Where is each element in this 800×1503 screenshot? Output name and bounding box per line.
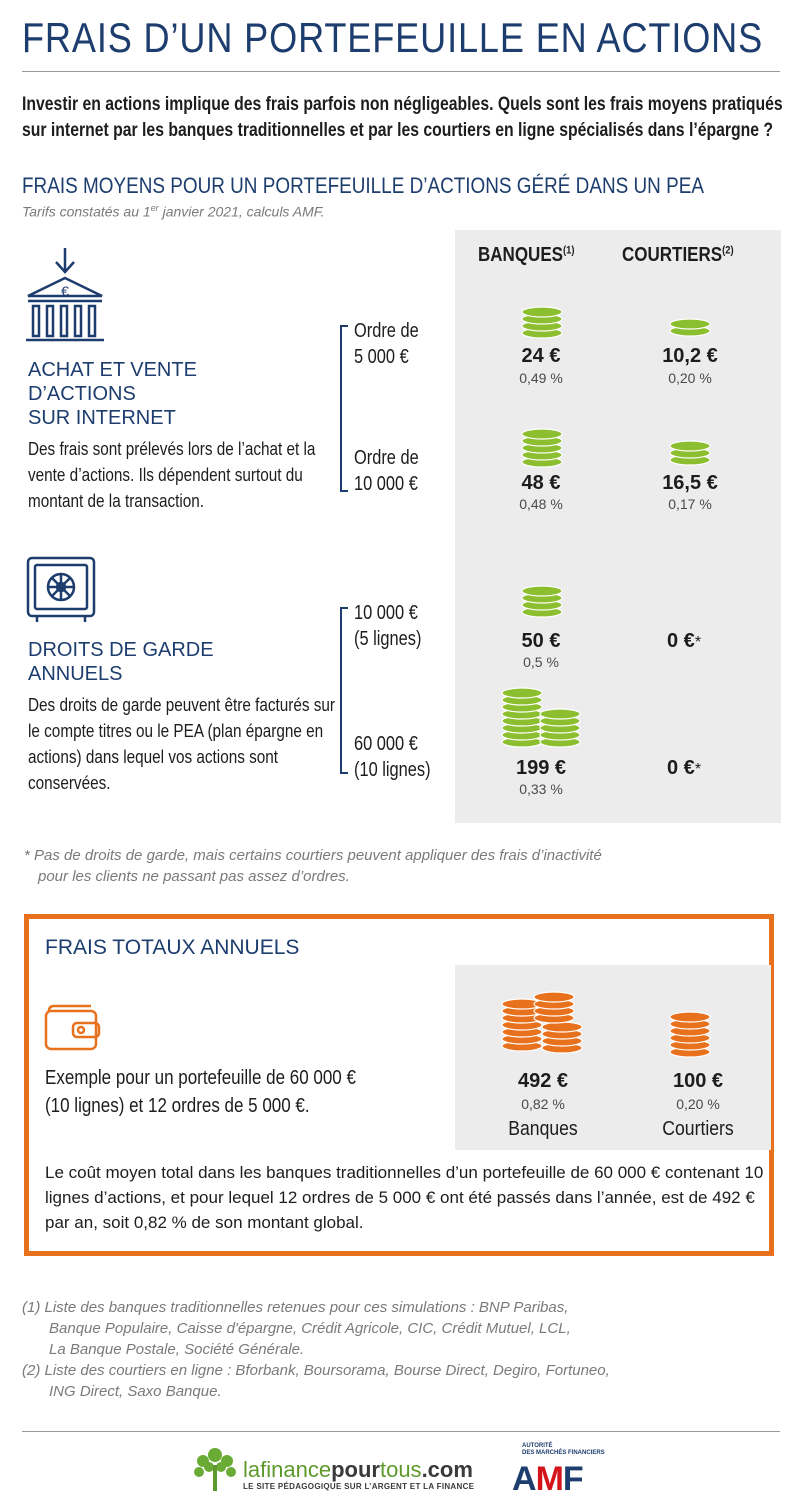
coin-stack-icon bbox=[500, 988, 586, 1056]
broker-custody-10000: 0 €* bbox=[667, 630, 702, 652]
tree-logo-icon bbox=[190, 1443, 240, 1493]
total-broker-amount: 100 € bbox=[672, 1070, 724, 1092]
inactivity-footnote: * Pas de droits de garde, mais certains courtiers peuvent appliquer des frais d’inactivité pour les clients ne passant pas assez d’ordres. bbox=[24, 847, 602, 885]
total-bank-label: Banques bbox=[508, 1118, 578, 1140]
coin-stack-icon bbox=[520, 425, 564, 468]
total-example: Exemple pour un portefeuille de 60 000 € (10 lignes) et 12 ordres de 5 000 €. bbox=[45, 1067, 356, 1117]
date-note: Tarifs constatés au 1er janvier 2021, calculs AMF. bbox=[22, 203, 325, 220]
coin-stack-icon bbox=[668, 437, 712, 467]
title-divider bbox=[22, 71, 780, 72]
custody-section-title: DROITS DE GARDE ANNUELS bbox=[28, 639, 214, 685]
coin-stack-icon bbox=[500, 686, 584, 750]
lafinancepourtous-logo[interactable]: lafinancepourtous.com bbox=[243, 1457, 473, 1482]
broker-pct-10000: 0,17 % bbox=[668, 496, 712, 512]
broker-fee-10000: 16,5 € bbox=[662, 472, 718, 494]
amf-logo[interactable]: AMF bbox=[512, 1460, 583, 1498]
column-header-brokers: COURTIERS$^{(2)}$ bbox=[622, 244, 734, 266]
total-summary: Le coût moyen total dans les banques traditionnelles d’un portefeuille de 60 000 € contenant 10 lignes d’actions, et pour lequel 12 ordres de 5 000 € ont été passés dans l’année, est de 492 € par an, soit 0,82 % de son montant global. bbox=[45, 1163, 764, 1232]
intro-text: Investir en actions implique des frais parfois non négligeables. Quels sont les frais moyens pratiqués sur internet par les banques traditionnelles et par les courtiers en ligne spécialisés dans l’épargne ? bbox=[22, 94, 783, 141]
bank-custody-60000: 199 € bbox=[515, 757, 567, 779]
bank-fee-5000: 24 € bbox=[521, 345, 561, 367]
custody-bracket bbox=[340, 607, 348, 774]
svg-text:€: € bbox=[61, 283, 69, 299]
custody-description: Des droits de garde peuvent être facturés sur le compte titres ou le PEA (plan épargne en actions) dans lequel vos actions sont conservées. bbox=[28, 695, 336, 793]
total-bank-amount: 492 € bbox=[517, 1070, 569, 1092]
row-label-order-5000: Ordre de 5 000 € bbox=[354, 320, 419, 368]
footer-divider bbox=[22, 1431, 780, 1432]
amf-full-name: AUTORITÉ DES MARCHÉS FINANCIERS bbox=[522, 1443, 605, 1456]
references: (1) Liste des banques traditionnelles retenues pour ces simulations : BNP Paribas, Banque Populaire, Caisse d'épargne, Crédit Agricole, CIC, Crédit Mutuel, LCL, La Banque Postale, Société Générale. (2) Liste des courtiers en ligne : Bforbank, Boursorama, Bourse Direct, Degiro, Fortuneo, ING Direct, Saxo Banque. bbox=[22, 1299, 610, 1400]
bank-custody-pct-10000: 0,5 % bbox=[523, 654, 559, 670]
section-subtitle: FRAIS MOYENS POUR UN PORTEFEUILLE D’ACTIONS GÉRÉ DANS UN PEA bbox=[22, 173, 704, 198]
coin-stack-icon bbox=[520, 582, 564, 618]
row-label-10000-5-lines: 10 000 € (5 lignes) bbox=[354, 602, 422, 650]
total-fees-title: FRAIS TOTAUX ANNUELS bbox=[45, 936, 300, 959]
safe-icon bbox=[25, 555, 97, 625]
wallet-icon bbox=[43, 1003, 103, 1053]
total-broker-pct: 0,20 % bbox=[676, 1096, 720, 1112]
total-broker-label: Courtiers bbox=[662, 1118, 734, 1140]
trading-section-title: ACHAT ET VENTE D’ACTIONS SUR INTERNET bbox=[28, 359, 197, 429]
broker-fee-5000: 10,2 € bbox=[662, 345, 718, 367]
bank-custody-10000: 50 € bbox=[521, 630, 561, 652]
trading-bracket bbox=[340, 325, 348, 492]
column-header-banks: BANQUES$^{(1)}$ bbox=[478, 244, 575, 266]
row-label-60000-10-lines: 60 000 € (10 lignes) bbox=[354, 733, 431, 781]
broker-pct-5000: 0,20 % bbox=[668, 370, 712, 386]
bank-pct-10000: 0,48 % bbox=[519, 496, 563, 512]
bank-pct-5000: 0,49 % bbox=[519, 370, 563, 386]
row-label-order-10000: Ordre de 10 000 € bbox=[354, 447, 419, 495]
bank-custody-pct-60000: 0,33 % bbox=[519, 781, 563, 797]
total-bank-pct: 0,82 % bbox=[521, 1096, 565, 1112]
broker-custody-60000: 0 €* bbox=[667, 757, 702, 779]
bank-fee-10000: 48 € bbox=[521, 472, 561, 494]
bank-building-icon bbox=[20, 246, 110, 346]
page-title: FRAIS D’UN PORTEFEUILLE EN ACTIONS bbox=[22, 14, 764, 61]
coin-stack-icon bbox=[520, 303, 564, 339]
trading-description: Des frais sont prélevés lors de l’achat et la vente d’actions. Ils dépendent surtout du montant de la transaction. bbox=[28, 439, 316, 511]
coin-stack-icon bbox=[668, 1010, 712, 1060]
lafinancepourtous-tagline: LE SITE PÉDAGOGIQUE SUR L’ARGENT ET LA FINANCE bbox=[243, 1482, 475, 1491]
coin-stack-icon bbox=[668, 316, 712, 338]
